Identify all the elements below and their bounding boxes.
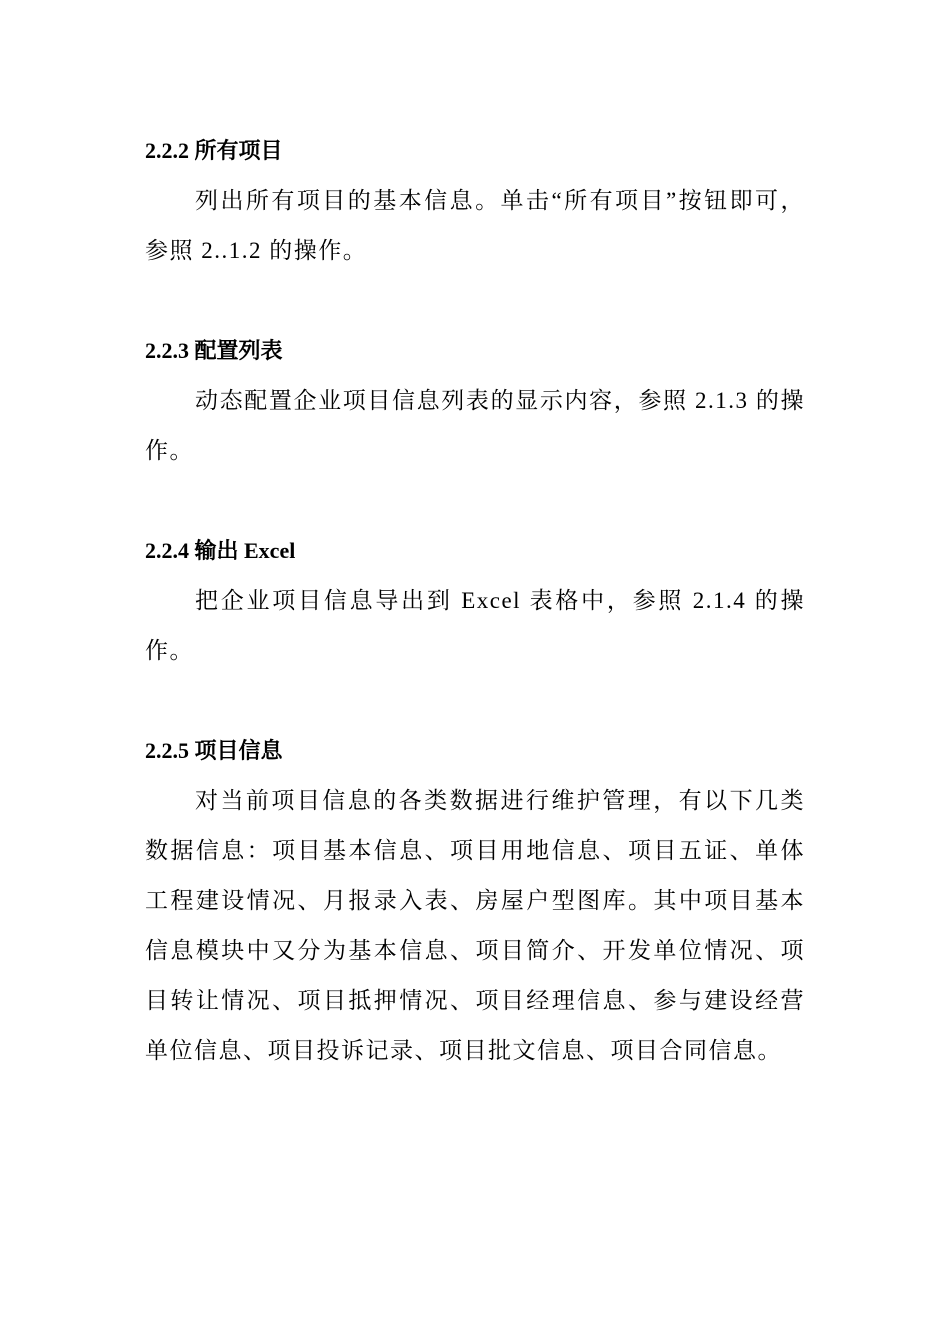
section-export-excel bbox=[145, 526, 805, 676]
section-project-info bbox=[145, 726, 805, 1076]
section-spacer bbox=[145, 476, 805, 526]
section-spacer bbox=[145, 276, 805, 326]
section-heading: 2.2.2 所有项目 bbox=[145, 138, 283, 163]
document-page bbox=[145, 126, 805, 1076]
section-body: 动态配置企业项目信息列表的显示内容，参照 2.1.3 的操作。 bbox=[145, 388, 805, 463]
section-body: 列出所有项目的基本信息。单击“所有项目”按钮即可，参照 2..1.2 的操作。 bbox=[145, 188, 805, 263]
section-body: 把企业项目信息导出到 Excel 表格中，参照 2.1.4 的操作。 bbox=[145, 588, 805, 663]
section-heading: 2.2.4 输出 Excel bbox=[145, 538, 296, 563]
section-config-list bbox=[145, 326, 805, 476]
section-heading: 2.2.5 项目信息 bbox=[145, 738, 283, 763]
section-body: 对当前项目信息的各类数据进行维护管理，有以下几类数据信息：项目基本信息、项目用地信息、项目五证、单体工程建设情况、月报录入表、房屋户型图库。其中项目基本信息模块中又分为基本信息、项目简介、开发单位情况、项目转让情况、项目抵押情况、项目经理信息、参与建设经营单位信息、项目投诉记录、项目批文信息、项目合同信息。 bbox=[145, 788, 805, 1063]
section-heading: 2.2.3 配置列表 bbox=[145, 338, 283, 363]
section-all-projects bbox=[145, 126, 805, 276]
section-spacer bbox=[145, 676, 805, 726]
